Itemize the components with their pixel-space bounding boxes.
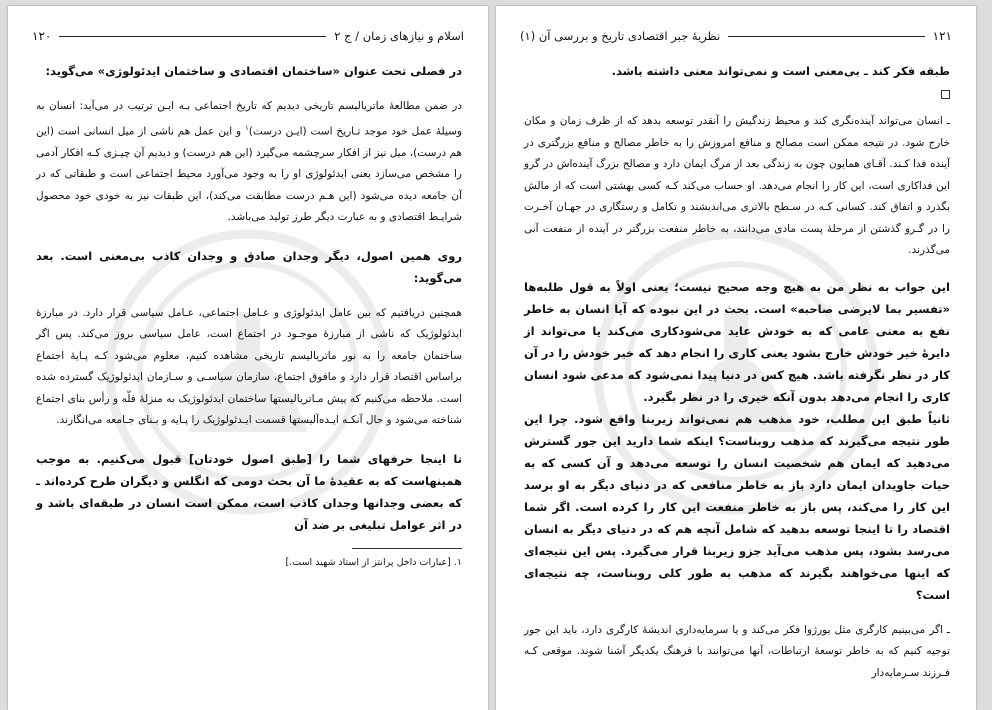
section-heading: روی همین اصول، دیگر وجدان صادق و وجدان کاذب بی‌معنی است. بعد می‌گوید:	[36, 248, 462, 285]
footnote-rule	[352, 548, 462, 549]
header-rule	[728, 36, 924, 37]
square-end-mark-icon	[941, 90, 950, 99]
footnote-marker: ۱	[245, 123, 249, 132]
commentary-paragraph: این جواب به نظر من به هیچ وجه صحیح نیست؛ یعنی اولاً به قول طلبه‌ها «تفسیر بما لایرضی صاحبه» است. بحث در این نبوده که آیا انسان به خاطر نفع به معنی عامی که به خودش عاید می‌شودکاری می‌کند یا می‌تواند از دایرهٔ خیر خودش خارج بشود یعنی کاری را انجام دهد که خیر خودش را در آن کار در نظر نگرفته باشد. هیچ کس در دنیا پیدا نمی‌شود که مدعی شود انسان کاری را انجام می‌دهد بدون آنکه خیری را در نظر بگیرد.	[524, 279, 950, 404]
commentary-paragraph: ثانیاً طبق این مطلب، خود مذهب هم نمی‌تواند زیربنا واقع شود. چرا این طور نتیجه می‌گیرند که مذهب روبناست؟ اینکه شما دارید این جور گسترش می‌دهید که ایمان هم شخصیت انسان را توسعه می‌دهد و آن کسی که به حیات جاویدان ایمان دارد باز به خاطر منافعی که در دنیای دیگر به او برسد این کار را می‌کند، پس باز به خاطر منفعت این کار را کرده است. اگر شما اقتصاد را تا اینجا توسعه بدهید که شامل آنچه هم که در دنیای دیگر به انسان می‌رسد بشود، پس مذهب می‌آید جزو زیربنا قرار می‌گیرد. پس این نتیجه‌ای که اینها می‌خواهند بگیرند که مذهب به طور کلی روبناست، چه نتیجه‌ای است؟	[524, 411, 950, 602]
page-header	[520, 26, 952, 46]
quoted-paragraph: ـ اگر می‌بینیم کارگری مثل بورژوا فکر می‌کند و یا سرمایه‌داری اندیشهٔ کارگری دارد، باید این جور توجیه کنیم که به خاطر توسعهٔ ارتباطات، آنها می‌توانند با فرهنگ یکدیگر آشنا شوند. موقعی کـه فـرزند سـرمایه‌دار	[524, 623, 950, 679]
running-title: اسلام و نیازهای زمان / ج ۲	[334, 29, 464, 43]
end-mark-row	[524, 84, 950, 103]
quoted-paragraph: ـ انسان می‌تواند آینده‌نگری کند و محیط زندگیش را آنقدر توسعه بدهد که از ظرف زمان و مکان خارج شود. در نتیجه ممکن است مصالح و منافع امروزش را به خاطر مصالح و منافع بزرگتری در آینده فدا کـند. آقـای همایون چون به زندگی بعد از مرگ ایمان دارد و مصالح بزرگ آینده‌اش در گرو این فداکاری است، این کار را انجام می‌دهد. او حساب می‌کند کـه کسی بهشتی است که از مالش بگذرد و اتفاق کند. کسانی کـه در سـطح بالاتری می‌اندیشند و تکامل و رستگاری در جهـان آخـرت را در گـرو گذشتن از مرحلهٔ پست مادی می‌دانند، به خاطر منفعت بزرگتر در آینده از منفعت آنی می‌گذرند.	[524, 115, 950, 256]
paragraph-text-continued: و این عمل هم ناشی از میل انسانی است (این هم درست)، میل نیز از افکار سرچشمه می‌گیرد (این هم درست) و دیدیم آن چیـزی کـه افکار آدمی را مشخص می‌سازد یعنی ایدئولوژی او را به وجود می‌آورد محیط اجتماعی است و طبقاتی که در آن جامعه دیده می‌شود (این هـم درست مطابقت می‌کند)، این طبقات نیز به خودی خود محصول شرایـط اقتصادی و به عبارت دیگر طرز تولید می‌باشد.	[36, 125, 462, 223]
section-heading: در فصلی تحت عنوان «ساختمان اقتصادی و ساختمان ایدئولوژی» می‌گوید:	[45, 64, 462, 78]
page-number: ۱۲۱	[932, 29, 952, 43]
paragraph-text: در ضمن مطالعهٔ ماتریالیسم تاریخی دیدیم که تاریخ اجتماعی بـه ایـن ترتیب در می‌آید: انسان به وسیلهٔ عمل خود موجد تـاریخ است (ایـن درست)	[36, 100, 462, 137]
quoted-paragraph	[36, 96, 462, 229]
running-title: نظریهٔ جبر اقتصادی تاریخ و بررسی آن (۱)	[520, 29, 721, 43]
quoted-paragraph: همچنین دریافتیم که بین عامل ایدئولوژی و عـامل اجتماعی، عـامل سیاسی قرار دارد. در مبارزهٔ ایدئولوژیک که ناشی از مبارزهٔ موجـود در اجتماع است، عامل سیاسی بروز می‌کند. پس اگر ساختمان جامعه را به نور ماتریالیسم تاریخی مشاهده کنیم، معلوم می‌شود کـه پـایهٔ اجتماع براساس اقتصاد قرار دارد و مافوق اجتماع، سازمان سیاسـی و سـازمان ایدئولوژیک گسترده شده است. ملاحظه می‌کنیم که پیش مـاتریالیستها ساختمان ایدئولوژیک به منزلهٔ فلّه و رأس بنای اجتماع شناخته می‌شود و حال آنکـه ایـده‌آلیستها قسمت ایـدئولوژیک را پـایه و بـنای جـامعه می‌انگارند.	[36, 306, 462, 426]
right-page-body	[524, 60, 950, 684]
page-number: ۱۲۰	[32, 29, 52, 43]
commentary-paragraph: تا اینجا حرفهای شما را [طبق اصول خودتان] قبول می‌کنیم. به موجب همینهاست که به عقیدهٔ ما آن بحث دومی که انگلس و دیگران طرح کرده‌اند ـ که بعضی وجدانها وجدان کاذب است، ممکن است انسان در طبقه‌ای باشد و در اثر عوامل تبلیغی بر ضد آن	[36, 451, 462, 532]
left-page-body	[36, 60, 462, 571]
right-page	[496, 6, 976, 710]
left-page	[8, 6, 488, 710]
page-header	[32, 26, 464, 46]
footnote: ۱. [عبارات داخل پرانتز از استاد شهید است.]	[285, 556, 462, 568]
continued-line: طبقه فکر کند ـ بی‌معنی است و نمی‌تواند معنی داشته باشد.	[611, 64, 950, 78]
header-rule	[59, 36, 326, 37]
